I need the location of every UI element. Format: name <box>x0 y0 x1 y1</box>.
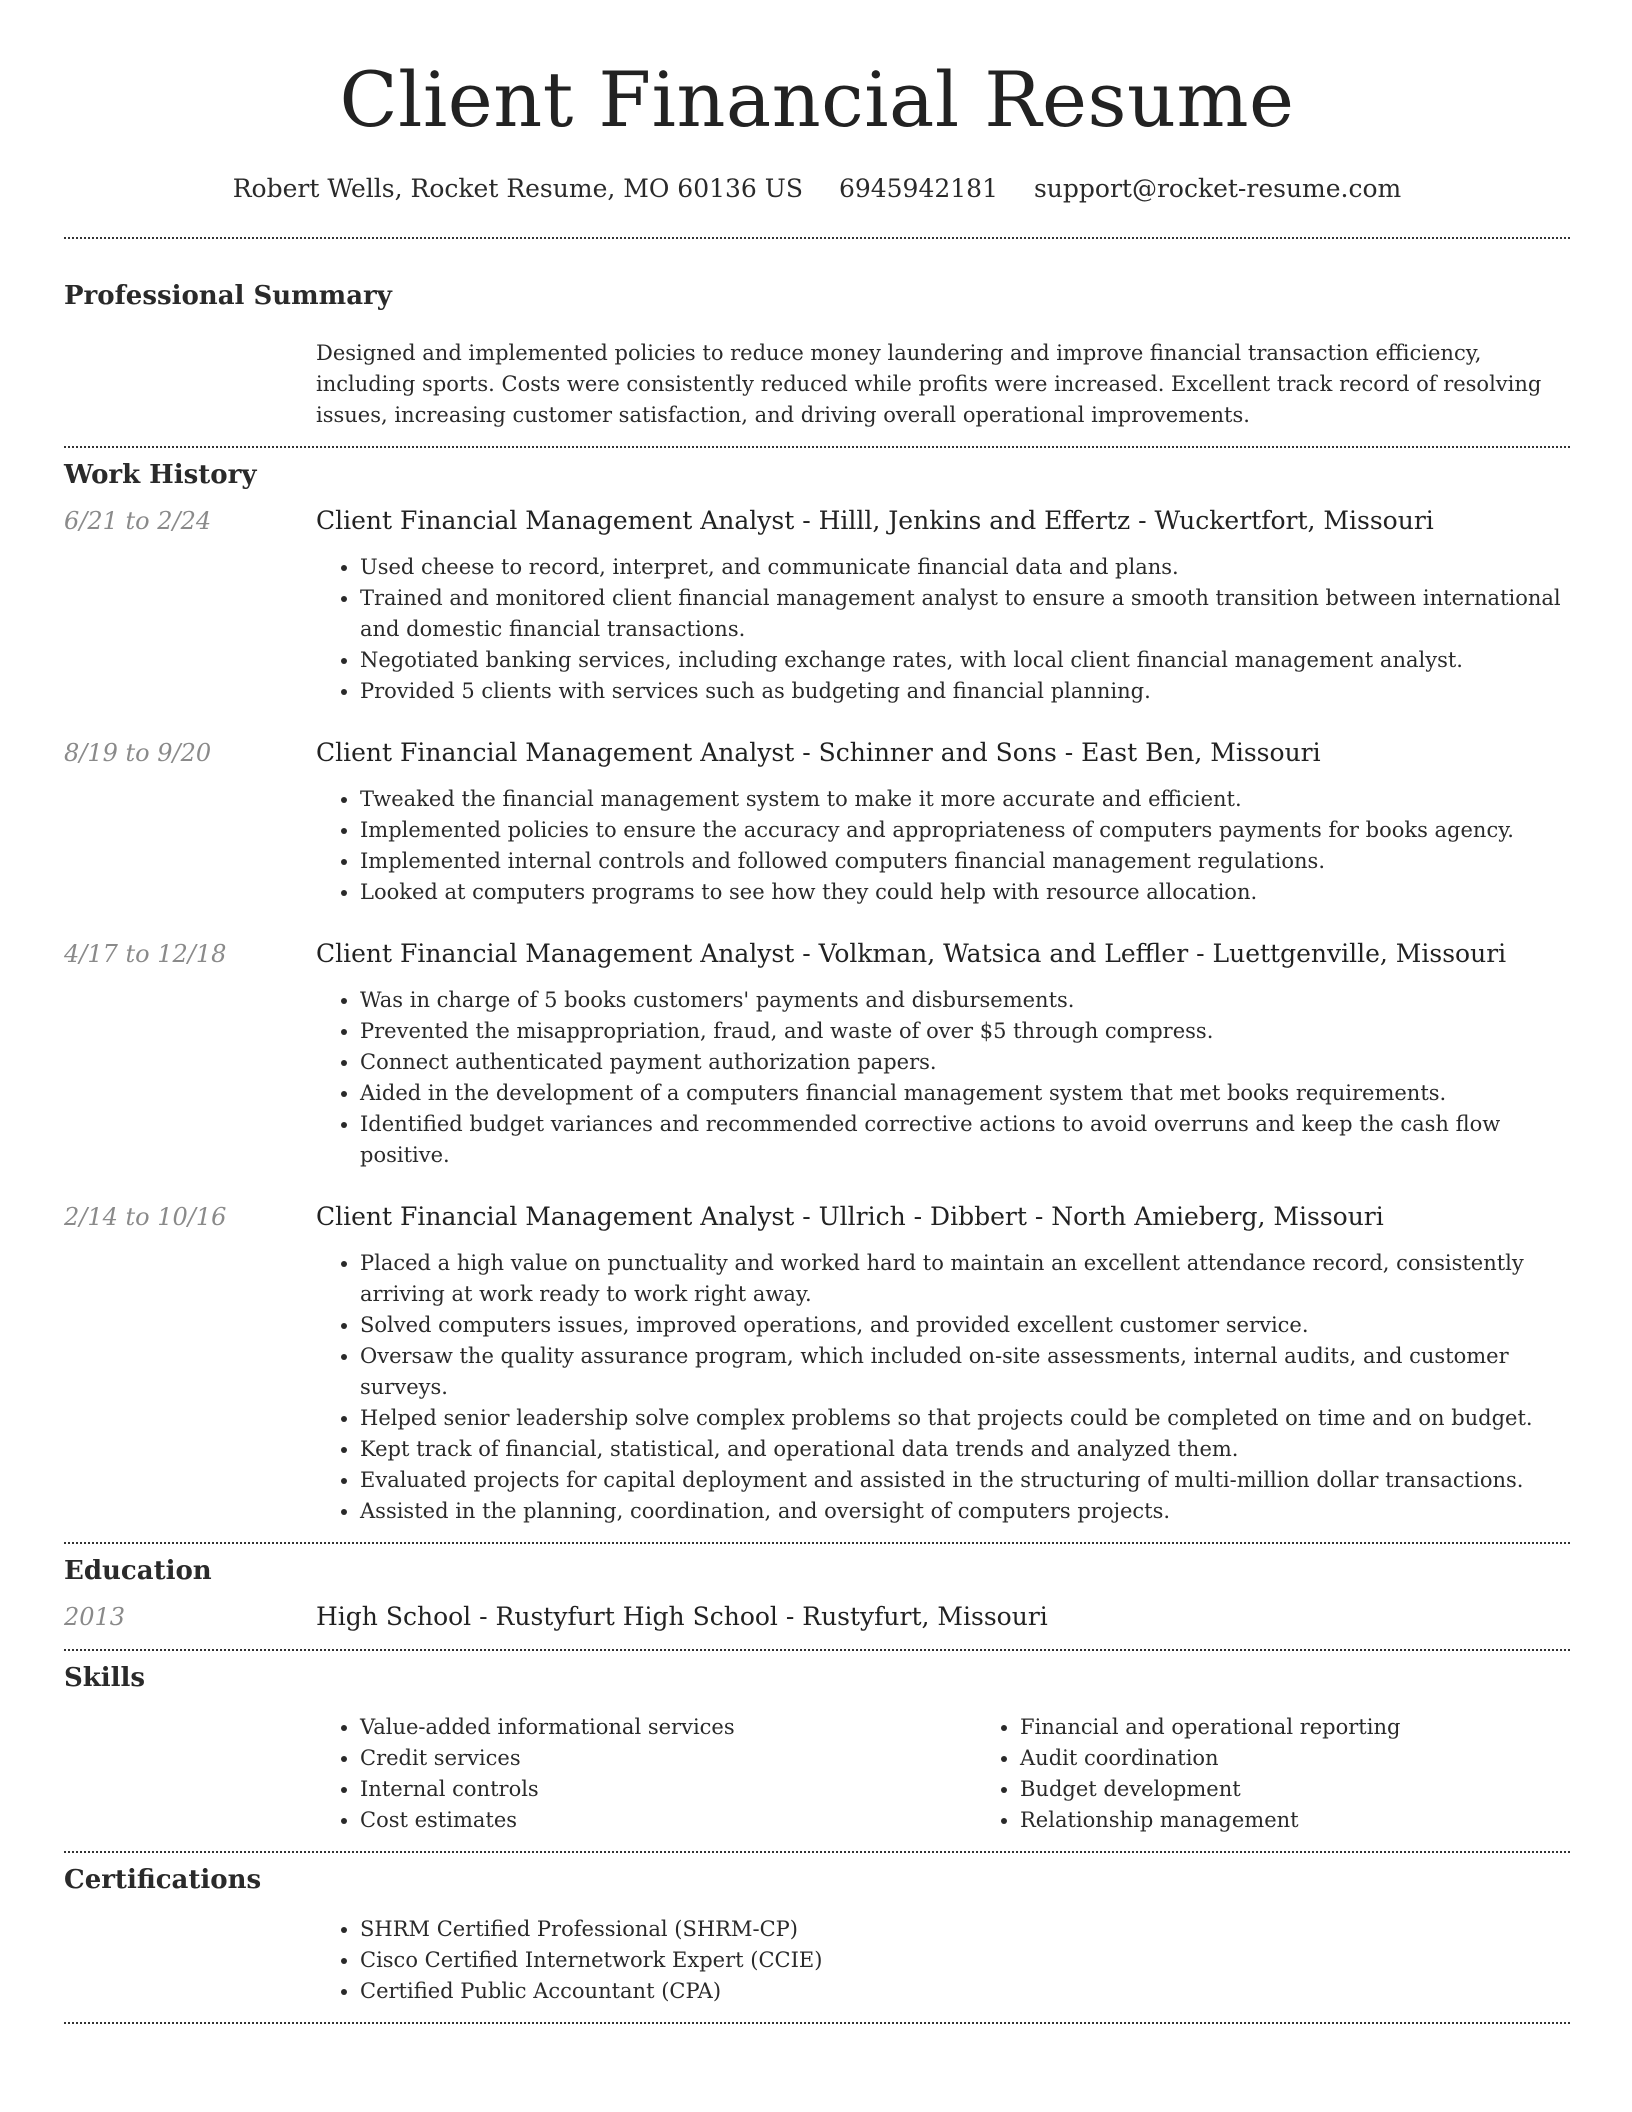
job-header <box>64 504 1570 538</box>
job-bullet: • Solved computers issues, improved operations, and provided excellent customer service. <box>360 1310 1570 1341</box>
job-bullet: • Trained and monitored client financial management analyst to ensure a smooth transition between international and domestic financial transactions. <box>360 583 1570 645</box>
job-header <box>64 736 1570 770</box>
job-bullet: • Connect authenticated payment authorization papers. <box>360 1047 1570 1078</box>
section-title-certifications: Certifications <box>64 1865 262 1895</box>
job-title: Client Financial Management Analyst - Schinner and Sons - East Ben, Missouri <box>316 738 1321 767</box>
job-duties <box>316 552 1570 707</box>
certifications-list <box>316 1914 1570 2007</box>
job-dates: 4/17 to 12/18 <box>64 940 227 968</box>
job-duties <box>316 1248 1570 1527</box>
summary-text: Designed and implemented policies to reduce money laundering and improve financial transaction efficiency, including sports. Costs were consistently reduced while profits were increased. Excellent track record of resolving issues, increasing customer satisfaction, and driving overall operational improvements. <box>316 341 1542 427</box>
job-bullet: • Tweaked the financial management system to make it more accurate and efficient. <box>360 784 1570 815</box>
job-entry <box>64 504 1570 707</box>
resume-title: Client Financial Resume <box>339 55 1295 144</box>
education-year: 2013 <box>64 1603 126 1631</box>
job-dates: 6/21 to 2/24 <box>64 507 212 535</box>
job-duties <box>316 985 1570 1171</box>
job-dates: 8/19 to 9/20 <box>64 739 212 767</box>
skill-item: • Credit services <box>360 1743 976 1774</box>
skill-item: • Cost estimates <box>360 1805 976 1836</box>
job-header <box>64 1200 1570 1234</box>
job-entry <box>64 937 1570 1171</box>
job-bullet: • Helped senior leadership solve complex problems so that projects could be completed on time and on budget. <box>360 1403 1570 1434</box>
skills-column-left <box>316 1712 976 1836</box>
job-bullet: • Identified budget variances and recommended corrective actions to avoid overruns and keep the cash flow positive. <box>360 1109 1570 1171</box>
section-title-skills: Skills <box>64 1663 146 1693</box>
job-bullet: • Assisted in the planning, coordination, and oversight of computers projects. <box>360 1496 1570 1527</box>
section-title-work-history: Work History <box>64 460 257 490</box>
job-bullet: • Kept track of financial, statistical, and operational data trends and analyzed them. <box>360 1434 1570 1465</box>
job-entry <box>64 736 1570 908</box>
job-bullet: • Looked at computers programs to see how they could help with resource allocation. <box>360 877 1570 908</box>
divider <box>64 446 1570 448</box>
job-bullet: • Evaluated projects for capital deployment and assisted in the structuring of multi-million dollar transactions. <box>360 1465 1570 1496</box>
contact-email: support@rocket-resume.com <box>1033 174 1402 203</box>
contact-line <box>64 173 1570 205</box>
contact-phone: 6945942181 <box>838 174 998 203</box>
job-entry <box>64 1200 1570 1527</box>
divider <box>64 2022 1570 2024</box>
skill-item: • Relationship management <box>1020 1805 1632 1836</box>
job-bullet: • Used cheese to record, interpret, and communicate financial data and plans. <box>360 552 1570 583</box>
job-duties <box>316 784 1570 908</box>
job-header <box>64 937 1570 971</box>
skill-item: • Budget development <box>1020 1774 1632 1805</box>
job-bullet: • Aided in the development of a computers financial management system that met books requirements. <box>360 1078 1570 1109</box>
job-bullet: • Placed a high value on punctuality and worked hard to maintain an excellent attendance record, consistently arriving at work ready to work right away. <box>360 1248 1570 1310</box>
skill-item: • Audit coordination <box>1020 1743 1632 1774</box>
divider <box>64 1851 1570 1853</box>
section-title-summary: Professional Summary <box>64 281 392 311</box>
job-bullet: • Oversaw the quality assurance program, which included on-site assessments, internal audits, and customer surveys. <box>360 1341 1570 1403</box>
certification-item: • Cisco Certified Internetwork Expert (CCIE) <box>360 1945 1570 1976</box>
job-title: Client Financial Management Analyst - Hilll, Jenkins and Effertz - Wuckertfort, Missouri <box>316 506 1434 535</box>
divider <box>64 1649 1570 1651</box>
job-title: Client Financial Management Analyst - Ullrich - Dibbert - North Amieberg, Missouri <box>316 1202 1384 1231</box>
skill-item: • Value-added informational services <box>360 1712 976 1743</box>
job-bullet: • Negotiated banking services, including exchange rates, with local client financial management analyst. <box>360 645 1570 676</box>
job-bullet: • Provided 5 clients with services such as budgeting and financial planning. <box>360 676 1570 707</box>
divider <box>64 237 1570 239</box>
skills-column-right <box>976 1712 1632 1836</box>
certification-item: • Certified Public Accountant (CPA) <box>360 1976 1570 2007</box>
skill-item: • Internal controls <box>360 1774 976 1805</box>
skill-item: • Financial and operational reporting <box>1020 1712 1632 1743</box>
job-bullet: • Implemented internal controls and followed computers financial management regulations. <box>360 846 1570 877</box>
section-title-education: Education <box>64 1556 212 1586</box>
job-title: Client Financial Management Analyst - Volkman, Watsica and Leffler - Luettgenville, Missouri <box>316 939 1507 968</box>
divider <box>64 1542 1570 1544</box>
certification-item: • SHRM Certified Professional (SHRM-CP) <box>360 1914 1570 1945</box>
resume-page <box>64 0 1570 2024</box>
job-bullet: • Implemented policies to ensure the accuracy and appropriateness of computers payments for books agency. <box>360 815 1570 846</box>
education-title: High School - Rustyfurt High School - Rustyfurt, Missouri <box>316 1602 1048 1631</box>
skills-list <box>316 1712 1570 1836</box>
job-bullet: • Prevented the misappropriation, fraud, and waste of over $5 through compress. <box>360 1016 1570 1047</box>
job-bullet: • Was in charge of 5 books customers' payments and disbursements. <box>360 985 1570 1016</box>
job-dates: 2/14 to 10/16 <box>64 1203 227 1231</box>
education-entry <box>64 1600 1570 1634</box>
contact-address: Robert Wells, Rocket Resume, MO 60136 US <box>232 174 803 203</box>
